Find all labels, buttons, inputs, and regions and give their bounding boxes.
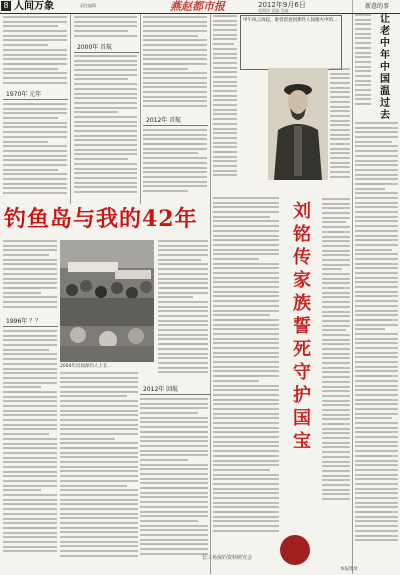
article-text-block	[3, 16, 67, 88]
right-title-char: 去	[380, 110, 390, 121]
column-rule	[352, 14, 353, 574]
right-strip-header: 新意的事	[352, 0, 400, 13]
right-title-char: 年	[380, 50, 390, 61]
column-rule	[140, 14, 141, 204]
portrait-art	[268, 68, 328, 180]
intro-box: 甲午风云再起，谁曾留意到那些人间烟火中的...	[240, 15, 342, 70]
vertical-headline-char: 护	[293, 385, 311, 406]
header-date: 2012年9月6日	[258, 1, 306, 9]
right-title-char: 让	[380, 14, 390, 25]
main-headline: 钓鱼岛与我的42年	[4, 206, 198, 232]
article-text-block	[330, 68, 350, 188]
article-text-block	[322, 198, 350, 528]
editor-note: 责任编辑	[80, 3, 96, 8]
bottom-note: 本报地址	[340, 567, 358, 572]
section-name: 人间万象	[14, 1, 54, 12]
column-rule	[70, 14, 71, 204]
vertical-headline-char: 宝	[293, 431, 311, 452]
article-text-block	[140, 398, 208, 570]
vertical-headline-char: 国	[293, 408, 311, 429]
bottom-stamp: 长三角保钓资料研究会	[202, 555, 253, 561]
vertical-headline-char: 刘	[293, 201, 311, 222]
protest-photo	[60, 240, 154, 362]
right-title-char: 过	[380, 98, 390, 109]
masthead: 燕赵都市报	[170, 0, 225, 13]
vertical-headline-char: 族	[293, 293, 311, 314]
right-strip-title	[372, 14, 398, 122]
article-text-block	[213, 197, 279, 569]
right-title-char: 国	[380, 74, 390, 85]
section-heading-2012a: 2012年 首航	[143, 117, 208, 126]
article-text-block	[3, 330, 57, 570]
article-text-block	[355, 14, 371, 114]
article-text-block	[74, 16, 137, 42]
article-text-block	[60, 372, 138, 570]
vertical-headline-char: 死	[293, 339, 311, 360]
vertical-headline-char: 家	[293, 270, 311, 291]
section-heading-2012b: 2012年 回航	[140, 386, 211, 395]
vertical-headline-char: 传	[293, 247, 311, 268]
page-header	[0, 0, 400, 14]
article-text-block	[143, 16, 207, 114]
article-text-block	[355, 122, 398, 570]
vertical-headline-char: 铭	[293, 224, 311, 245]
header-date-sub: 星期四 责编 美编	[258, 8, 289, 13]
right-title-char: 中	[380, 62, 390, 73]
photo-caption: 2004年民间保钓人士在...	[60, 364, 112, 369]
section-heading-2000: 2000年 首航	[74, 44, 139, 53]
right-title-char: 中	[380, 38, 390, 49]
article-text-block	[74, 55, 137, 199]
protest-photo-art	[60, 240, 154, 362]
section-heading-1970: 1970年 元年	[3, 91, 68, 100]
article-text-block	[143, 129, 207, 199]
vertical-headline-char: 誓	[293, 316, 311, 337]
portrait-photo	[268, 68, 328, 180]
column-rule	[210, 14, 211, 574]
article-text-block	[213, 15, 237, 193]
vertical-headline-char: 守	[293, 362, 311, 383]
right-title-char: 老	[380, 26, 390, 37]
page-number: 8	[1, 1, 11, 11]
right-title-char: 温	[380, 86, 390, 97]
article-text-block	[158, 240, 208, 386]
article-text-block	[3, 103, 67, 199]
vertical-headline	[287, 200, 317, 453]
section-heading-1996: 1996年 ？？	[3, 318, 58, 327]
seal-image	[280, 535, 310, 565]
article-text-block	[3, 240, 57, 315]
